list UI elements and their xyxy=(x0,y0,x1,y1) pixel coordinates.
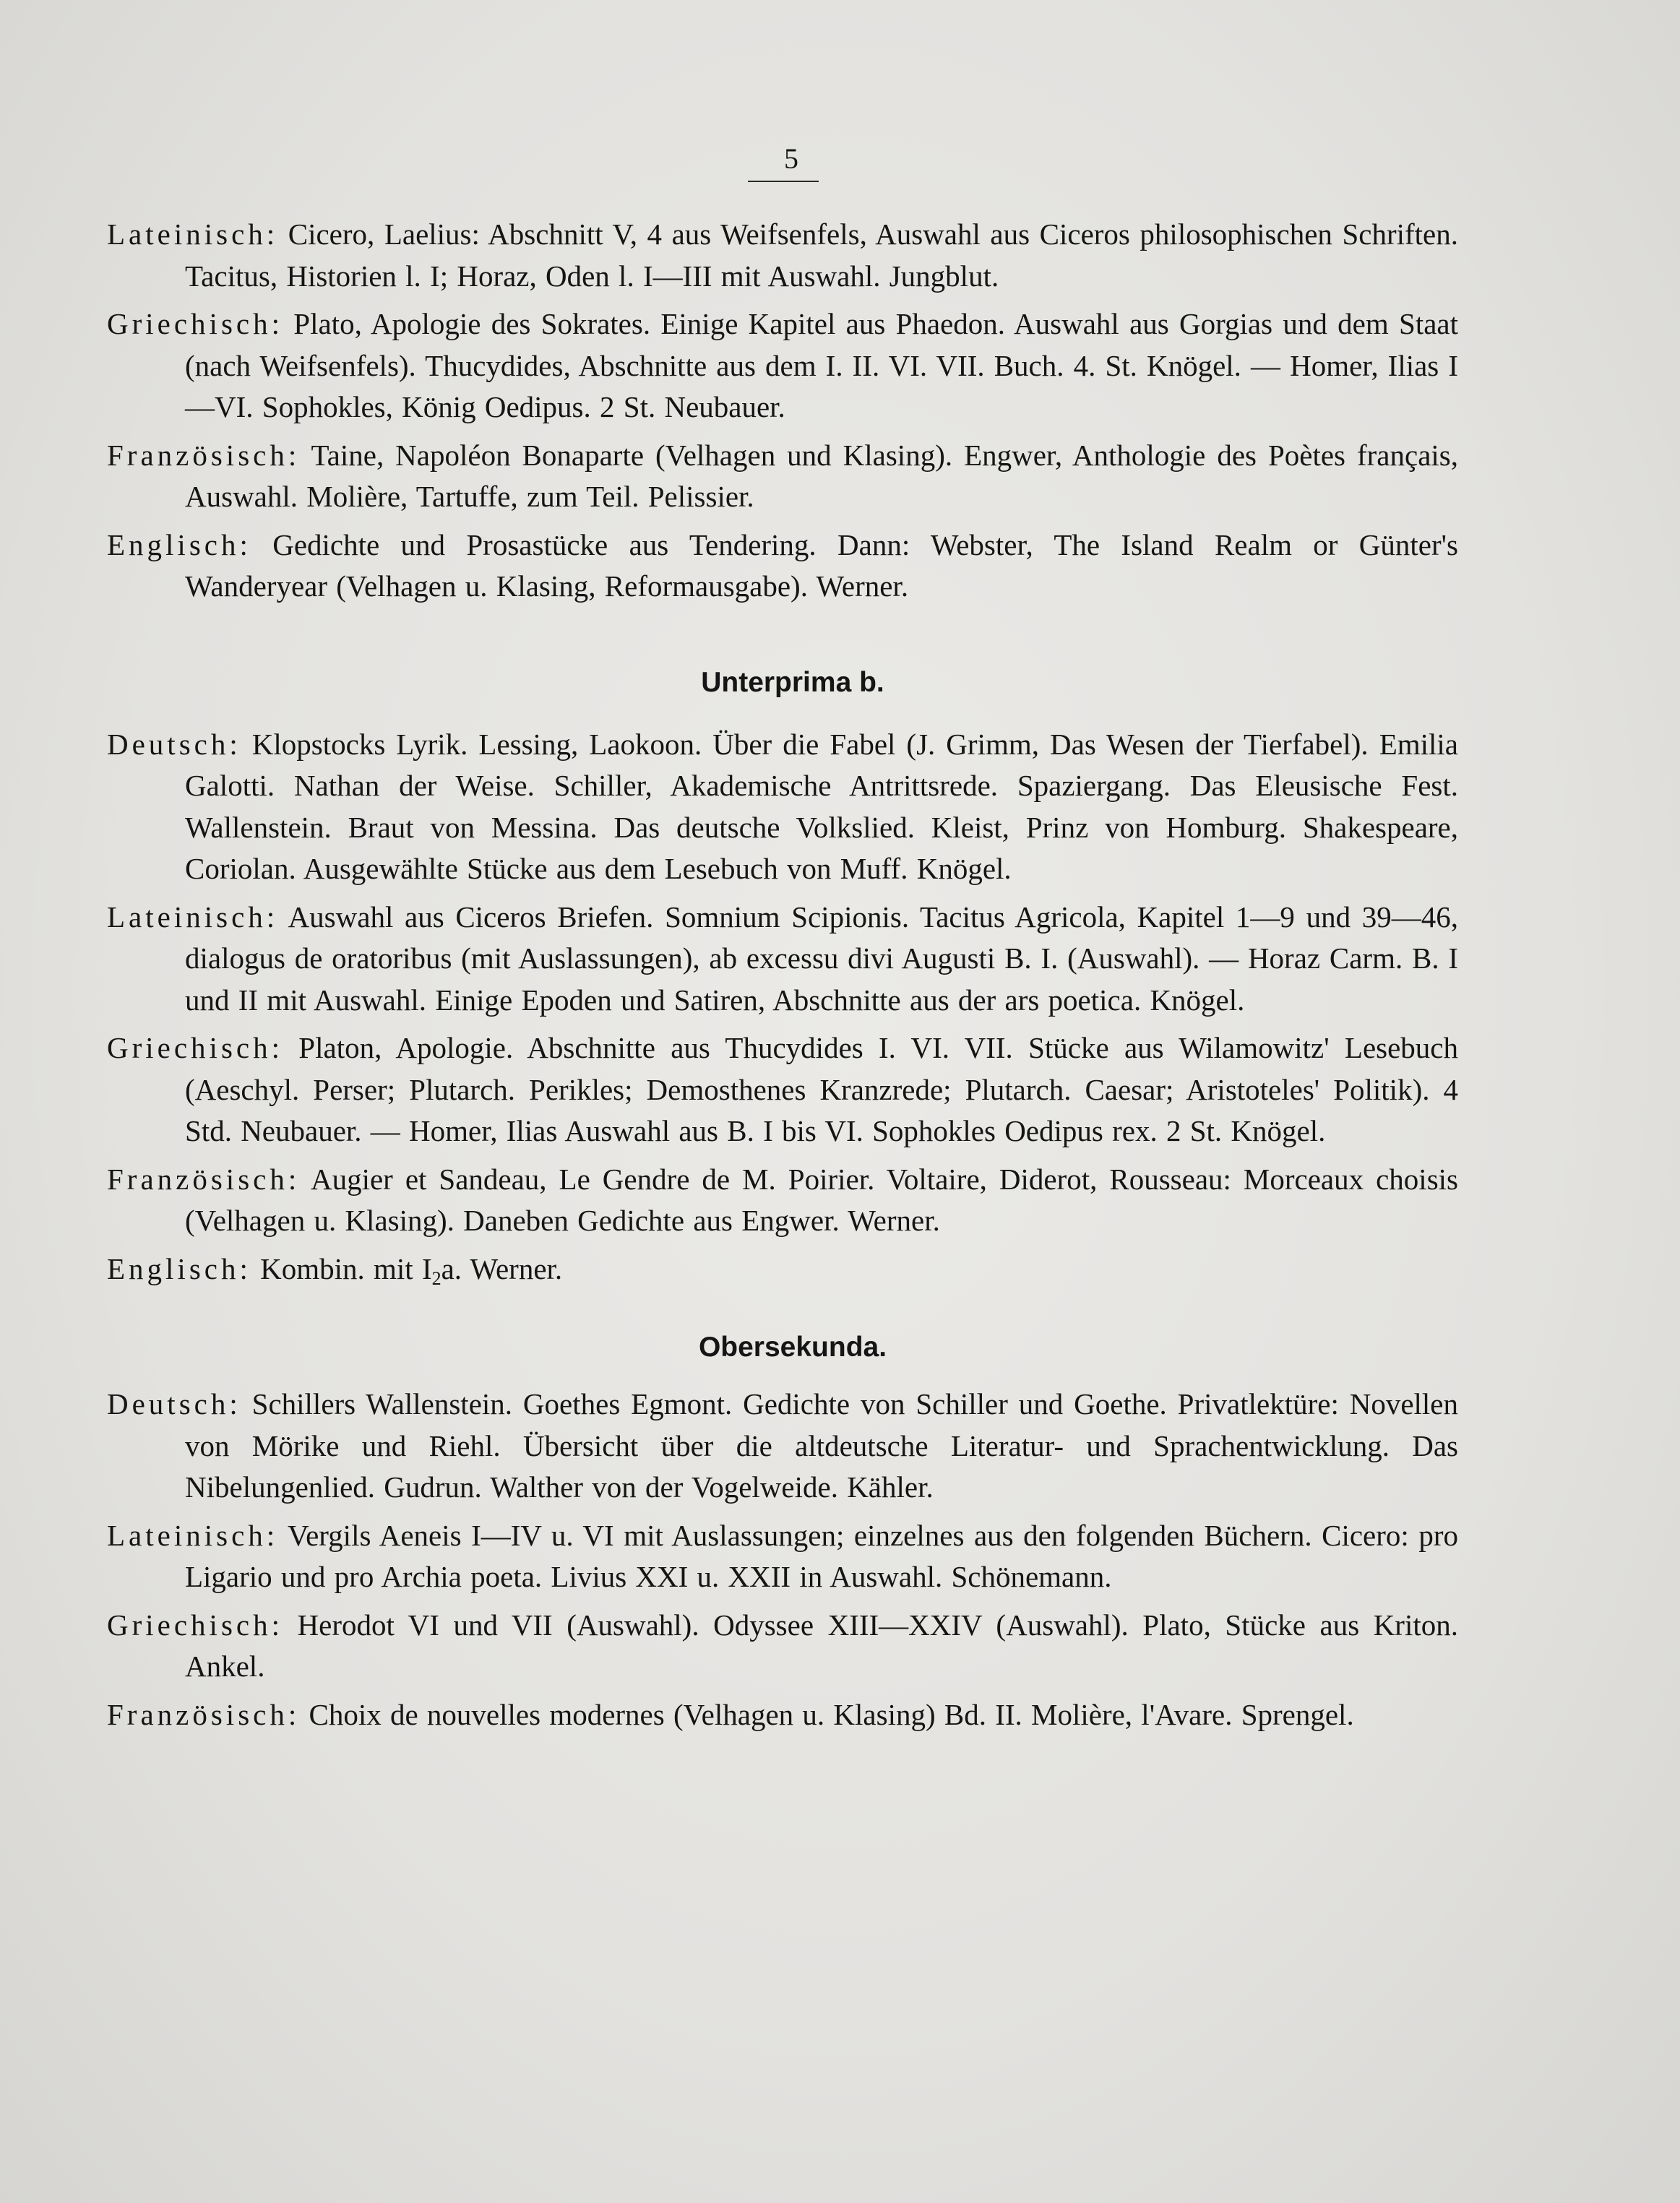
section-obersekunda xyxy=(107,1330,1458,1736)
entry-text: Schillers Wallenstein. Goethes Egmont. Gedichte von Schiller und Goethe. Privatlektüre: Novellen von Mörike und Riehl. Übersicht über die altdeutsche Literatur- und Sprachentwicklung. Das Nibelungenlied. Gudrun. Walther von der Vogelweide. Kähler. xyxy=(185,1387,1459,1504)
section-continuation xyxy=(107,214,1458,608)
subject-label: Griechisch: xyxy=(107,1031,283,1064)
entry-franzoesisch xyxy=(107,1694,1458,1736)
page-number: 5 xyxy=(784,142,798,175)
page-number-rule xyxy=(748,181,819,182)
page-body xyxy=(107,214,1458,1742)
entry-lateinisch xyxy=(107,1515,1458,1598)
subject-label: Deutsch: xyxy=(107,727,241,761)
entry-text: Choix de nouvelles modernes (Velhagen u. Klasing) Bd. II. Molière, l'Avare. Sprengel. xyxy=(309,1697,1354,1731)
section-unterprima-b xyxy=(107,665,1458,1290)
subject-label: Lateinisch: xyxy=(107,217,279,251)
subject-label: Englisch: xyxy=(107,527,251,561)
entry-text: Herodot VI und VII (Auswahl). Odyssee XIII—XXIV (Auswahl). Plato, Stücke aus Kriton. Ankel. xyxy=(185,1608,1458,1683)
entry-franzoesisch xyxy=(107,1159,1458,1242)
entry-griechisch xyxy=(107,303,1458,428)
subject-label: Englisch: xyxy=(107,1251,251,1285)
section-heading: Unterprima b. xyxy=(701,666,884,698)
subject-label: Griechisch: xyxy=(107,307,283,340)
subject-label: Französisch: xyxy=(107,438,301,472)
entry-griechisch xyxy=(107,1027,1458,1152)
entry-text: Cicero, Laelius: Abschnitt V, 4 aus Weifsenfels, Auswahl aus Ciceros philosophischen Schriften. Tacitus, Historien l. I; Horaz, Oden l. I—III mit Auswahl. Jungblut. xyxy=(185,217,1459,293)
entry-text-subscript: 2 xyxy=(431,1267,441,1289)
entry-franzoesisch xyxy=(107,435,1458,518)
entry-text: Klopstocks Lyrik. Lessing, Laokoon. Über die Fabel (J. Grimm, Das Wesen der Tierfabel). Emilia Galotti. Nathan der Weise. Schiller, Akademische Antrittsrede. Spaziergang. Das Eleusische Fest. Wallenstein. Braut von Messina. Das deutsche Volkslied. Kleist, Prinz von Homburg. Shakespeare, Coriolan. Ausgewählte Stücke aus dem Lesebuch von Muff. Knögel. xyxy=(185,727,1458,885)
entry-text: Plato, Apologie des Sokrates. Einige Kapitel aus Phaedon. Auswahl aus Gorgias und dem Staat (nach Weifsenfels). Thucydides, Abschnitte aus dem I. II. VI. VII. Buch. 4. St. Knögel. — Homer, Ilias I—VI. Sophokles, König Oedipus. 2 St. Neubauer. xyxy=(185,307,1459,423)
entry-lateinisch xyxy=(107,214,1458,297)
entry-text-before: Kombin. mit I xyxy=(260,1251,432,1285)
entry-text: Vergils Aeneis I—IV u. VI mit Auslassungen; einzelnes aus den folgenden Büchern. Cicero: pro Ligario und pro Archia poeta. Livius XXI u. XXII in Auswahl. Schönemann. xyxy=(185,1518,1459,1593)
subject-label: Lateinisch: xyxy=(107,1518,279,1552)
section-heading: Obersekunda. xyxy=(698,1332,887,1363)
subject-label: Griechisch: xyxy=(107,1608,283,1642)
entry-text-after: a. Werner. xyxy=(441,1251,563,1285)
entry-englisch xyxy=(107,1249,1458,1290)
subject-label: Lateinisch: xyxy=(107,900,279,934)
entry-text: Gedichte und Prosastücke aus Tendering. Dann: Webster, The Island Realm or Günter's Wanderyear (Velhagen u. Klasing, Reformausgabe). Werner. xyxy=(185,527,1458,603)
entry-deutsch xyxy=(107,724,1458,890)
entry-text: Auswahl aus Ciceros Briefen. Somnium Scipionis. Tacitus Agricola, Kapitel 1—9 und 39—46, dialogus de oratoribus (mit Auslassungen), ab excessu divi Augusti B. I. (Auswahl). — Horaz Carm. B. I und II mit Auswahl. Einige Epoden und Satiren, Abschnitte aus der ars poetica. Knögel. xyxy=(185,900,1458,1017)
subject-label: Deutsch: xyxy=(107,1387,241,1420)
entry-text: Taine, Napoléon Bonaparte (Velhagen und Klasing). Engwer, Anthologie des Poètes français, Auswahl. Molière, Tartuffe, zum Teil. Pelissier. xyxy=(185,438,1458,513)
entry-text: Platon, Apologie. Abschnitte aus Thucydides I. VI. VII. Stücke aus Wilamowitz' Lesebuch (Aeschyl. Perser; Plutarch. Perikles; Demosthenes Kranzrede; Plutarch. Caesar; Aristoteles' Politik). 4 Std. Neubauer. — Homer, Ilias Auswahl aus B. I bis VI. Sophokles Oedipus rex. 2 St. Knögel. xyxy=(185,1031,1458,1147)
entry-deutsch xyxy=(107,1384,1458,1509)
entry-lateinisch xyxy=(107,897,1458,1022)
entry-griechisch xyxy=(107,1605,1458,1688)
entry-englisch xyxy=(107,525,1458,608)
subject-label: Französisch: xyxy=(107,1162,301,1196)
entry-text: Augier et Sandeau, Le Gendre de M. Poirier. Voltaire, Diderot, Rousseau: Morceaux choisis (Velhagen u. Klasing). Daneben Gedichte aus Engwer. Werner. xyxy=(185,1162,1458,1237)
subject-label: Französisch: xyxy=(107,1697,301,1731)
